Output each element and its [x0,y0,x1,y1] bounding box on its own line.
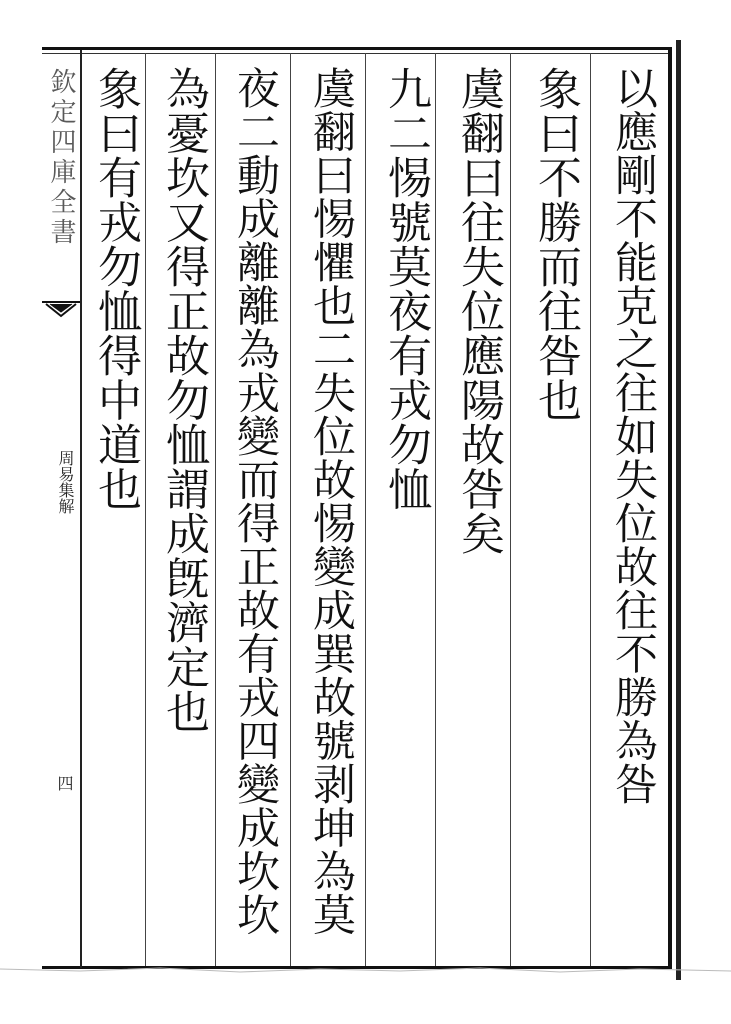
text-column: 為憂坎又得正故勿恤謂成旣濟定也 [158,66,209,734]
column-rule [290,53,291,966]
frame-right-outer-border [676,40,681,980]
column-rule [590,53,591,966]
fishtail-mark-icon [42,300,80,320]
column-rule [365,53,366,966]
text-column: 虞翻曰惕懼也二失位故惕變成巽故號剥坤為莫 [306,66,356,936]
scan-edge-decoration [0,965,731,1024]
text-column: 夜二動成離離為戎變而得正故有戎四變成坎坎 [230,66,280,936]
text-column: 虞翻曰往失位應陽故咎矣 [453,66,504,556]
text-column: 九二惕號莫夜有戎勿恤 [380,66,431,511]
page-margin-strip [42,50,80,968]
text-column: 以應剛不能克之往如失位故往不勝為咎 [608,66,658,806]
text-column: 象曰不勝而往咎也 [530,66,581,422]
frame-top-inner-border [42,53,672,54]
frame-right-border [668,47,672,969]
collection-title: 欽定四庫全書 [46,68,76,248]
text-column: 象曰有戎勿恤得中道也 [90,66,141,511]
page-number: 四 [55,775,74,791]
frame-top-border [42,47,672,50]
book-name: 周易集解 [56,450,75,514]
